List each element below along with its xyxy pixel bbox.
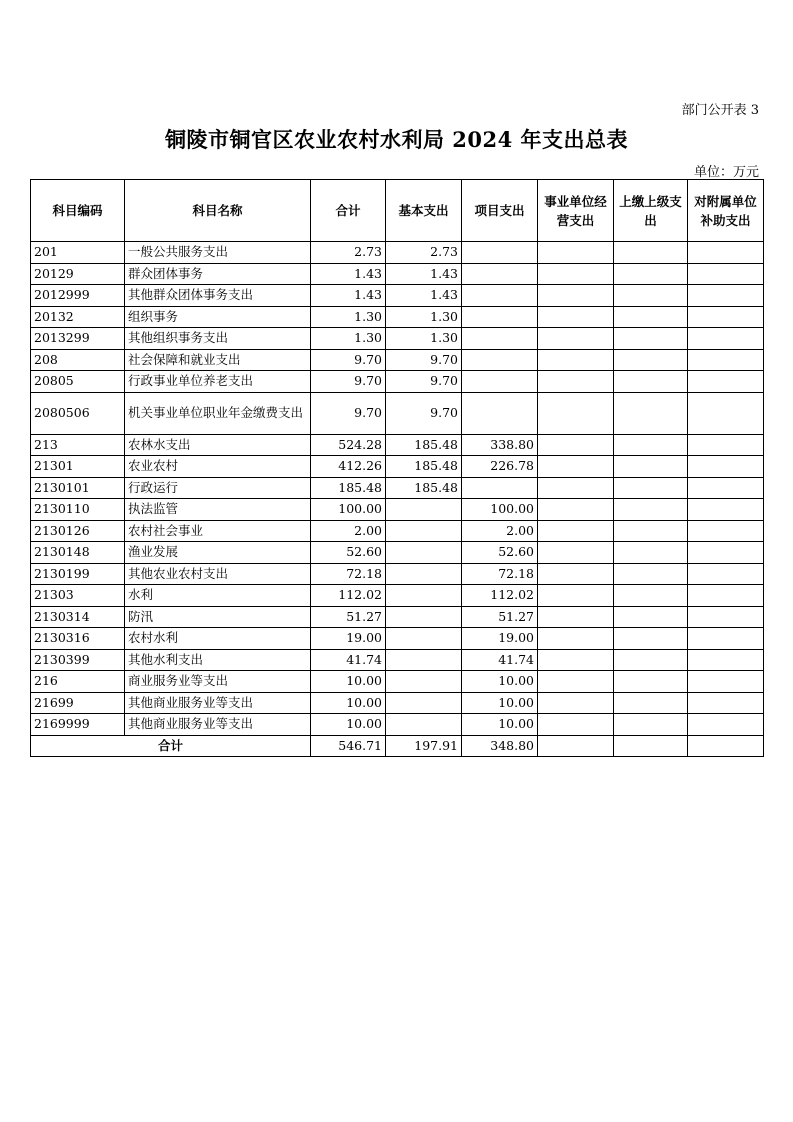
row-name: 商业服务业等支出 <box>125 671 311 693</box>
row-upper <box>614 306 688 328</box>
total-label: 合计 <box>31 735 311 757</box>
row-code: 201 <box>31 242 125 264</box>
row-subsidy <box>688 306 764 328</box>
row-business <box>538 328 614 350</box>
row-business <box>538 692 614 714</box>
row-total: 9.70 <box>311 392 386 434</box>
row-basic: 9.70 <box>386 392 462 434</box>
row-business <box>538 371 614 393</box>
row-code: 216 <box>31 671 125 693</box>
row-upper <box>614 392 688 434</box>
table-row <box>31 328 764 350</box>
row-project: 2.00 <box>462 520 538 542</box>
row-upper <box>614 671 688 693</box>
row-basic: 1.30 <box>386 328 462 350</box>
row-subsidy <box>688 456 764 478</box>
table-row <box>31 585 764 607</box>
row-project <box>462 306 538 328</box>
total-project: 348.80 <box>462 735 538 757</box>
row-code: 2130199 <box>31 563 125 585</box>
header-code: 科目编码 <box>31 180 125 242</box>
row-project <box>462 392 538 434</box>
table-row <box>31 649 764 671</box>
row-total: 412.26 <box>311 456 386 478</box>
table-row <box>31 242 764 264</box>
row-business <box>538 456 614 478</box>
row-basic: 1.43 <box>386 263 462 285</box>
table-row <box>31 606 764 628</box>
row-subsidy <box>688 328 764 350</box>
row-business <box>538 585 614 607</box>
row-code: 21303 <box>31 585 125 607</box>
row-total: 51.27 <box>311 606 386 628</box>
row-subsidy <box>688 477 764 499</box>
row-basic <box>386 649 462 671</box>
total-basic: 197.91 <box>386 735 462 757</box>
row-subsidy <box>688 392 764 434</box>
row-subsidy <box>688 499 764 521</box>
row-name: 机关事业单位职业年金缴费支出 <box>125 392 311 434</box>
row-name: 农业农村 <box>125 456 311 478</box>
table-row <box>31 542 764 564</box>
row-name: 其他商业服务业等支出 <box>125 714 311 736</box>
row-code: 2012999 <box>31 285 125 307</box>
row-name: 社会保障和就业支出 <box>125 349 311 371</box>
row-business <box>538 563 614 585</box>
row-subsidy <box>688 263 764 285</box>
table-row <box>31 477 764 499</box>
row-project: 52.60 <box>462 542 538 564</box>
row-upper <box>614 349 688 371</box>
row-project: 338.80 <box>462 434 538 456</box>
total-business <box>538 735 614 757</box>
row-basic: 185.48 <box>386 434 462 456</box>
row-basic <box>386 606 462 628</box>
row-upper <box>614 542 688 564</box>
row-total: 1.43 <box>311 263 386 285</box>
row-upper <box>614 434 688 456</box>
row-name: 组织事务 <box>125 306 311 328</box>
row-subsidy <box>688 714 764 736</box>
header-subsidy: 对附属单位补助支出 <box>688 180 764 242</box>
row-code: 2130148 <box>31 542 125 564</box>
row-basic: 9.70 <box>386 349 462 371</box>
row-subsidy <box>688 520 764 542</box>
row-project <box>462 263 538 285</box>
table-row <box>31 371 764 393</box>
row-project: 51.27 <box>462 606 538 628</box>
row-total: 52.60 <box>311 542 386 564</box>
row-subsidy <box>688 563 764 585</box>
row-code: 213 <box>31 434 125 456</box>
row-name: 其他水利支出 <box>125 649 311 671</box>
row-upper <box>614 263 688 285</box>
row-total: 19.00 <box>311 628 386 650</box>
row-business <box>538 671 614 693</box>
row-project <box>462 285 538 307</box>
row-total: 9.70 <box>311 349 386 371</box>
table-row <box>31 349 764 371</box>
page-title: 铜陵市铜官区农业农村水利局 2024 年支出总表 <box>164 127 629 152</box>
row-upper <box>614 714 688 736</box>
table-header-row <box>31 180 764 242</box>
total-upper <box>614 735 688 757</box>
row-basic <box>386 520 462 542</box>
row-project: 226.78 <box>462 456 538 478</box>
table-row <box>31 434 764 456</box>
row-basic <box>386 628 462 650</box>
table-row <box>31 692 764 714</box>
row-code: 21699 <box>31 692 125 714</box>
row-basic: 9.70 <box>386 371 462 393</box>
row-business <box>538 606 614 628</box>
row-basic <box>386 692 462 714</box>
row-total: 1.30 <box>311 328 386 350</box>
header-upper: 上缴上级支出 <box>614 180 688 242</box>
row-name: 其他农业农村支出 <box>125 563 311 585</box>
row-business <box>538 349 614 371</box>
row-name: 其他商业服务业等支出 <box>125 692 311 714</box>
row-total: 9.70 <box>311 371 386 393</box>
table-row <box>31 671 764 693</box>
row-business <box>538 242 614 264</box>
row-basic: 185.48 <box>386 456 462 478</box>
table-row <box>31 456 764 478</box>
table-row <box>31 285 764 307</box>
row-business <box>538 434 614 456</box>
row-name: 渔业发展 <box>125 542 311 564</box>
row-business <box>538 542 614 564</box>
row-subsidy <box>688 371 764 393</box>
row-subsidy <box>688 585 764 607</box>
row-business <box>538 499 614 521</box>
row-total: 41.74 <box>311 649 386 671</box>
row-total: 112.02 <box>311 585 386 607</box>
row-code: 2013299 <box>31 328 125 350</box>
row-name: 群众团体事务 <box>125 263 311 285</box>
row-upper <box>614 563 688 585</box>
row-total: 10.00 <box>311 671 386 693</box>
row-subsidy <box>688 434 764 456</box>
table-row <box>31 263 764 285</box>
row-subsidy <box>688 671 764 693</box>
row-subsidy <box>688 542 764 564</box>
table-row <box>31 520 764 542</box>
row-total: 2.00 <box>311 520 386 542</box>
row-business <box>538 263 614 285</box>
row-total: 10.00 <box>311 714 386 736</box>
row-project <box>462 328 538 350</box>
row-business <box>538 392 614 434</box>
row-total: 185.48 <box>311 477 386 499</box>
row-total: 10.00 <box>311 692 386 714</box>
row-name: 农村水利 <box>125 628 311 650</box>
row-basic <box>386 714 462 736</box>
row-business <box>538 628 614 650</box>
row-subsidy <box>688 649 764 671</box>
row-basic: 1.43 <box>386 285 462 307</box>
row-name: 农村社会事业 <box>125 520 311 542</box>
row-project: 10.00 <box>462 692 538 714</box>
row-name: 水利 <box>125 585 311 607</box>
row-total: 524.28 <box>311 434 386 456</box>
row-basic <box>386 585 462 607</box>
row-code: 2130110 <box>31 499 125 521</box>
row-basic: 1.30 <box>386 306 462 328</box>
row-upper <box>614 328 688 350</box>
row-name: 其他群众团体事务支出 <box>125 285 311 307</box>
table-row <box>31 392 764 434</box>
row-business <box>538 306 614 328</box>
row-code: 21301 <box>31 456 125 478</box>
row-business <box>538 520 614 542</box>
row-name: 其他组织事务支出 <box>125 328 311 350</box>
row-code: 2080506 <box>31 392 125 434</box>
row-name: 行政运行 <box>125 477 311 499</box>
row-upper <box>614 456 688 478</box>
row-name: 执法监管 <box>125 499 311 521</box>
row-project: 19.00 <box>462 628 538 650</box>
row-upper <box>614 649 688 671</box>
row-project <box>462 371 538 393</box>
row-project: 112.02 <box>462 585 538 607</box>
table-row <box>31 628 764 650</box>
row-basic <box>386 671 462 693</box>
table-row <box>31 714 764 736</box>
row-business <box>538 714 614 736</box>
header-business: 事业单位经营支出 <box>538 180 614 242</box>
row-upper <box>614 477 688 499</box>
row-subsidy <box>688 349 764 371</box>
row-total: 1.43 <box>311 285 386 307</box>
header-basic: 基本支出 <box>386 180 462 242</box>
row-name: 一般公共服务支出 <box>125 242 311 264</box>
unit-label: 单位：万元 <box>693 165 759 180</box>
row-code: 20132 <box>31 306 125 328</box>
row-project <box>462 477 538 499</box>
row-upper <box>614 242 688 264</box>
row-name: 防汛 <box>125 606 311 628</box>
page-label: 部门公开表 3 <box>681 103 759 118</box>
expenditure-table <box>30 179 764 757</box>
total-row <box>31 735 764 757</box>
row-code: 2130126 <box>31 520 125 542</box>
row-basic <box>386 563 462 585</box>
row-name: 农林水支出 <box>125 434 311 456</box>
row-total: 2.73 <box>311 242 386 264</box>
row-project <box>462 242 538 264</box>
header-total: 合计 <box>311 180 386 242</box>
row-code: 20129 <box>31 263 125 285</box>
row-code: 20805 <box>31 371 125 393</box>
row-project: 72.18 <box>462 563 538 585</box>
row-basic <box>386 542 462 564</box>
row-code: 2130316 <box>31 628 125 650</box>
row-project: 10.00 <box>462 714 538 736</box>
header-project: 项目支出 <box>462 180 538 242</box>
row-project: 41.74 <box>462 649 538 671</box>
row-subsidy <box>688 606 764 628</box>
row-code: 2130101 <box>31 477 125 499</box>
row-upper <box>614 692 688 714</box>
row-code: 2130314 <box>31 606 125 628</box>
row-name: 行政事业单位养老支出 <box>125 371 311 393</box>
row-subsidy <box>688 628 764 650</box>
total-subsidy <box>688 735 764 757</box>
row-basic: 2.73 <box>386 242 462 264</box>
row-upper <box>614 285 688 307</box>
row-upper <box>614 585 688 607</box>
row-upper <box>614 371 688 393</box>
row-upper <box>614 606 688 628</box>
total-total: 546.71 <box>311 735 386 757</box>
row-code: 2130399 <box>31 649 125 671</box>
row-subsidy <box>688 242 764 264</box>
header-name: 科目名称 <box>125 180 311 242</box>
row-code: 208 <box>31 349 125 371</box>
row-business <box>538 477 614 499</box>
row-upper <box>614 628 688 650</box>
row-basic: 185.48 <box>386 477 462 499</box>
row-code: 2169999 <box>31 714 125 736</box>
row-project: 100.00 <box>462 499 538 521</box>
row-upper <box>614 499 688 521</box>
row-business <box>538 649 614 671</box>
row-upper <box>614 520 688 542</box>
row-basic <box>386 499 462 521</box>
row-project <box>462 349 538 371</box>
row-total: 72.18 <box>311 563 386 585</box>
table-row <box>31 563 764 585</box>
row-subsidy <box>688 285 764 307</box>
table-row <box>31 306 764 328</box>
row-subsidy <box>688 692 764 714</box>
row-business <box>538 285 614 307</box>
row-total: 100.00 <box>311 499 386 521</box>
table-row <box>31 499 764 521</box>
row-project: 10.00 <box>462 671 538 693</box>
row-total: 1.30 <box>311 306 386 328</box>
